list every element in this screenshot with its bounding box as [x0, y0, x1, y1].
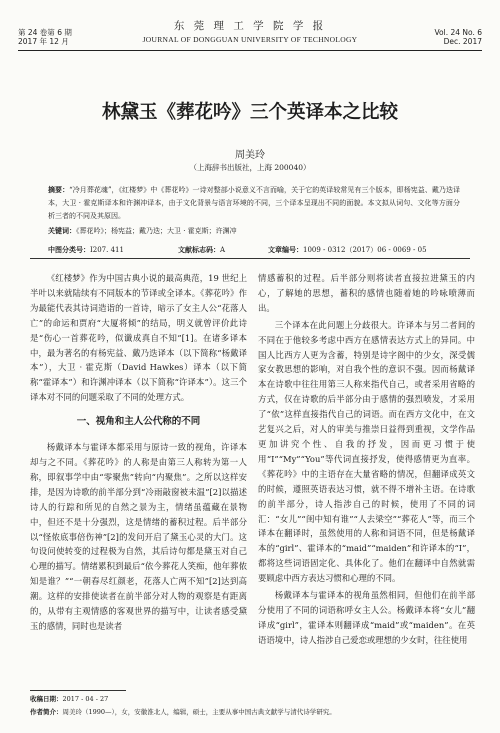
issue-number: 第 24 卷第 6 期	[18, 28, 72, 37]
abstract-label: 摘要：	[48, 186, 70, 194]
author-bio-note	[30, 707, 470, 717]
keywords-text: 《葬花吟》；杨宪益；戴乃迭；大卫 · 霍克斯；许渊冲	[76, 227, 237, 235]
section-heading: 一、视角和主人公代称的不同	[76, 416, 201, 428]
paragraph: 杨戴译本与霍译本的视角虽然相同，但他们在前半部分使用了不同的词语称呼女主人公。杨戴译本将“女儿”翻译成“girl”，霍译本则翻译成“maid”或“maiden”。在英语语境中，诗人指涉自己爱恋或理想的少女时，往往使用	[258, 590, 475, 645]
paragraph: 《红楼梦》作为中国古典小说的最高典范，19 世纪上半叶以来就陆续有不同版本的节译或全译本。《葬花吟》作为最能代表其诗词造诣的一首诗，暗示了女主人公“花落人亡”的命运和贾府“大厦将倾”的结局，明义就曾评价此诗是“伤心一首葬花吟，似谶成真自不知”[1]。在诸多译本中，最为著名的有杨宪益、戴乃迭译本（以下简称“杨戴译本”），大卫 · 霍克斯（David Hawkes）译本（以下简称“霍译本”）和许渊冲译本（以下简称“许译本”）。这三个译本对不同的问题采取了不同的处理方式。	[30, 273, 247, 403]
abstract	[48, 184, 460, 223]
header-divider	[30, 258, 470, 259]
doc-code: A	[220, 246, 226, 254]
clc-number: I207. 411	[90, 246, 124, 254]
abstract-text: “冷月葬花魂”，《红楼梦》中《葬花吟》一诗对整部小说意义不言而喻，关于它的英译较常见有三个版本，即杨宪益、戴乃迭译本，大卫 · 霍克斯译本和许渊冲译本，由于文化背景与语言环境的不同，三个译本呈现出不同的面貌。本文拟从词句、文化等方面分析三者的不同及其原因。	[48, 186, 461, 220]
doc-code-label: 文献标志码：	[178, 246, 220, 254]
author-affiliation: （上海辞书出版社，上海 200040）	[189, 163, 311, 172]
bio-label: 作者简介：	[30, 708, 63, 716]
journal-name	[108, 18, 392, 44]
author-bio: 周美玲（1990—），女，安徽淮北人，编辑，硕士，主要从事中国古典文献学与清代诗学研究。	[62, 708, 336, 716]
issue-date: 2017 年 12 月	[18, 37, 69, 46]
paragraph: 三个译本在此问题上分歧很大。许译本与另二者间的不同在于他较多考虑中西方在感情表达方式上的异同。中国人比西方人更为含蓄，特别是诗字阁中的少女，深受儒家女教思想的影响，对自我个性的意识不强。因而杨戴译本在诗歌中往往用第三人称来指代自己，或者采用省略的方式，仅在诗歌的后半部分由于感情的强烈喷发，才采用了“依”这样直接指代自己的词语。而在西方文化中，在文艺复兴之后，对人的审美与推崇日益得到重视，文学作品更加讲究个性、自我的抒发，因而更习惯于使用“I”“My”“You”等代词直接抒发，使得感情更为直率。《葬花吟》中的主语存在大量省略的情况，但翻译成英文的时候，遵照英语表达习惯，就不得不增补主语。在诗歌的前半部分，诗人指涉自己的时候，使用了不同的词汇：“女儿”“闺中知有谁”“人去梁空”“葬花人”等，而三个译本在翻译时，虽然使用的人称和词语不同，但是杨戴译本的“girl”、霍译本的“maid”“maiden”和许译本的“I”，都将这些词语固定化、具体化了。他们在翻译中自然就需要顾虑中西方表达习惯和心理的不同。	[258, 319, 475, 584]
article-number: 1009 - 0312（2017）06 - 0069 - 05	[303, 246, 427, 254]
footnote-divider	[30, 690, 126, 691]
volume-number: Vol. 24 No. 6	[434, 28, 482, 37]
journal-name-cn: 东 莞 理 工 学 院 学 报	[173, 20, 327, 32]
article-number-label: 文章编号：	[268, 246, 303, 254]
received-date: 2017 - 04 - 27	[62, 695, 109, 703]
paragraph: 情感蓄积的过程。后半部分则将读者直接拉进黛玉的内心，了解她的思想，蓄积的感情也随着她的吟咏喷薄而出。	[258, 273, 475, 313]
body-column-left	[30, 271, 247, 636]
journal-name-en: JOURNAL OF DONGGUAN UNIVERSITY OF TECHNOLOGY	[142, 35, 358, 44]
author-name: 周美玲	[235, 150, 265, 161]
keywords-label: 关键词：	[48, 227, 76, 235]
running-header	[18, 10, 482, 51]
article-title: 林黛玉《葬花吟》三个英译本之比较	[101, 102, 398, 123]
issue-date-en: Dec. 2017	[443, 37, 482, 46]
header-left	[18, 28, 72, 46]
paragraph: 杨戴译本与霍译本都采用与原诗一致的视角，许译本却与之不同。《葬花吟》的人称是由第三人称转为第一人称，即叙事学中由“零聚焦”转向“内聚焦”。之所以这样安排，是因为诗歌的前半部分到“冷雨敲窗被未温”[2]以描述诗人的行踪和所见的自然之景为主，情绪虽蕴藏在景物中，但还不是十分强烈，这是情绪的蓄积过程。后半部分以“怪侬底事倍伤神”[2]的发问开启了黛玉心灵的大门。这句设问使转变的过程极为自然，其后诗句都是黛玉对自己心理的描写。情绪累积到最后“依今葬花人笑痴，他年葬侬知是谁？”“一朝春尽红颜老，花落人亡两不知”[2]达到高潮。这样的安排使读者在前半部分对人物的观察是有距离的，从带有主观情感的客观世界的描写中，让读者感受黛玉的感情，同时也是读者	[30, 442, 247, 631]
received-date-note	[30, 694, 470, 704]
received-label: 收稿日期：	[30, 695, 63, 703]
keywords	[48, 225, 460, 237]
clc-label: 中图分类号：	[48, 246, 90, 254]
body-column-right	[258, 271, 475, 650]
header-right	[434, 28, 482, 46]
